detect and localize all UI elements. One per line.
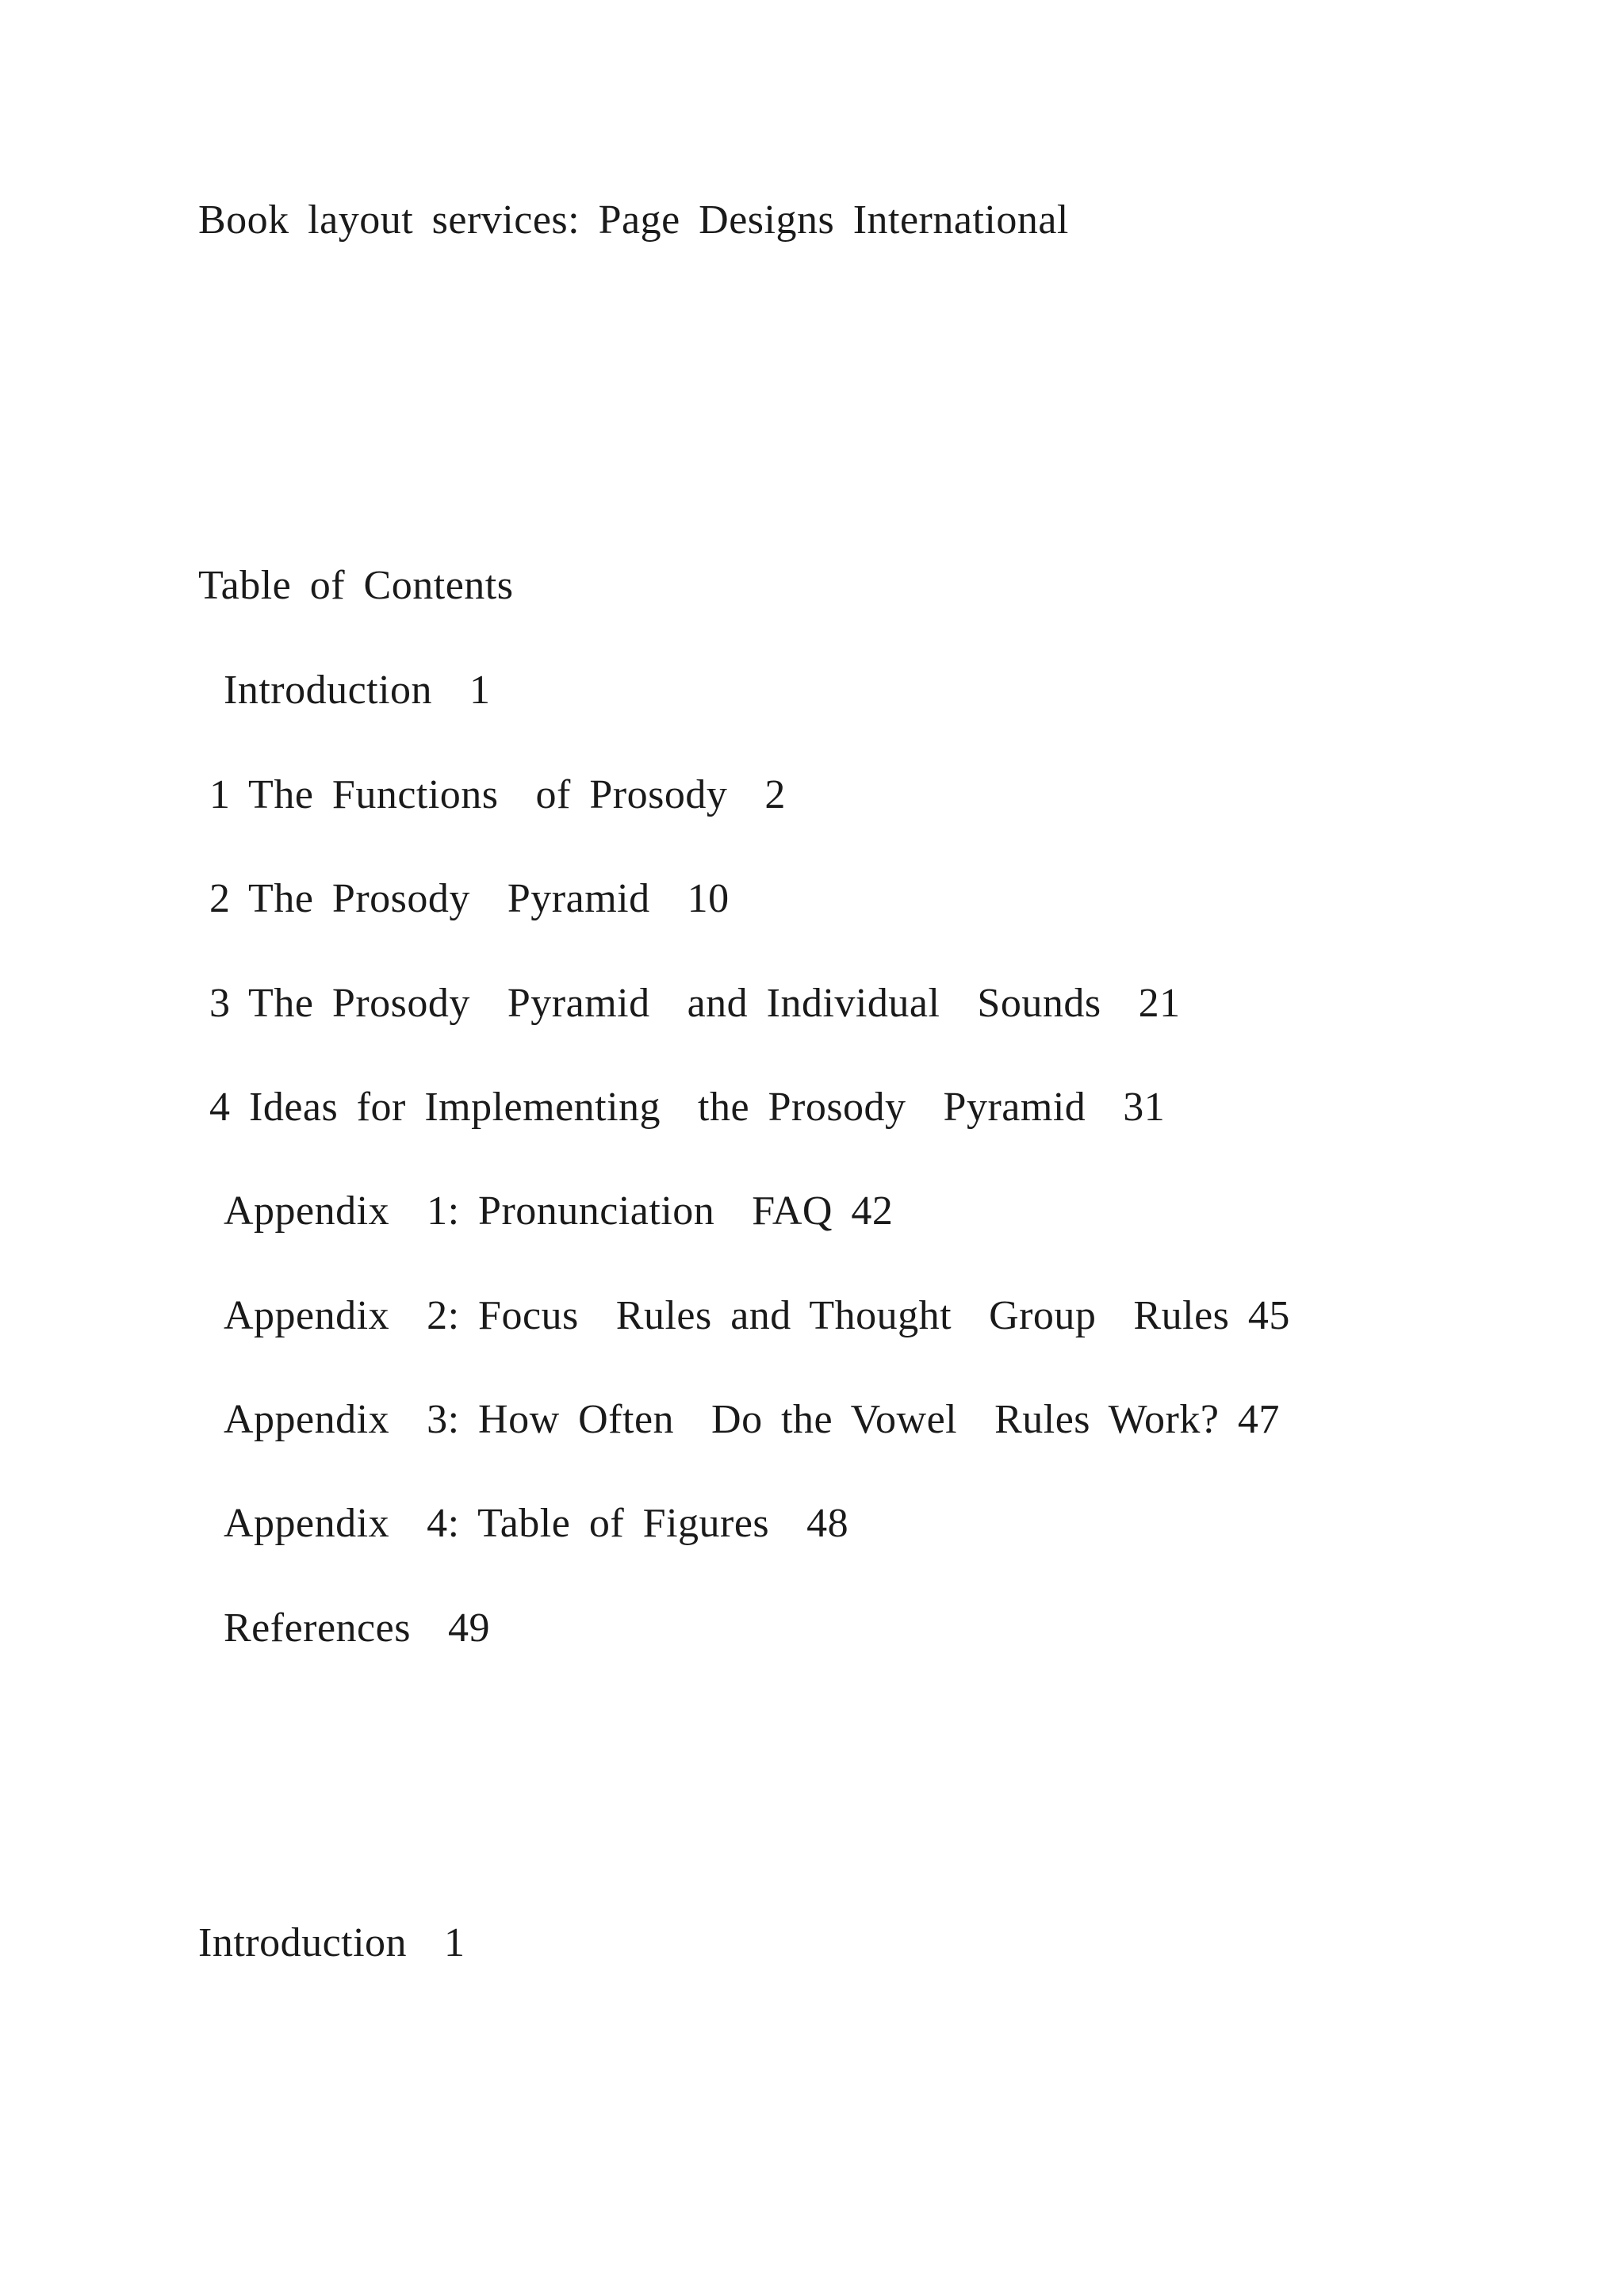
- toc-item-introduction: Introduction 1: [224, 668, 491, 713]
- toc-item-appendix-3: Appendix 3: How Often Do the Vowel Rules Work? 47: [224, 1397, 1280, 1442]
- toc-item-appendix-4: Appendix 4: Table of Figures 48: [224, 1501, 849, 1546]
- toc-item-chapter-3: 3 The Prosody Pyramid and Individual Sounds 21: [209, 981, 1181, 1026]
- toc-heading: Table of Contents: [198, 563, 514, 608]
- section-heading-introduction: Introduction 1: [198, 1920, 465, 1965]
- toc-item-references: References 49: [224, 1605, 490, 1651]
- toc-item-chapter-2: 2 The Prosody Pyramid 10: [209, 876, 730, 921]
- toc-item-appendix-1: Appendix 1: Pronunciation FAQ 42: [224, 1188, 894, 1234]
- toc-item-chapter-4: 4 Ideas for Implementing the Prosody Pyramid 31: [209, 1085, 1166, 1130]
- toc-item-chapter-1: 1 The Functions of Prosody 2: [209, 772, 786, 817]
- book-layout-credit: Book layout services: Page Designs International: [198, 197, 1069, 243]
- toc-item-appendix-2: Appendix 2: Focus Rules and Thought Group Rules 45: [224, 1293, 1290, 1338]
